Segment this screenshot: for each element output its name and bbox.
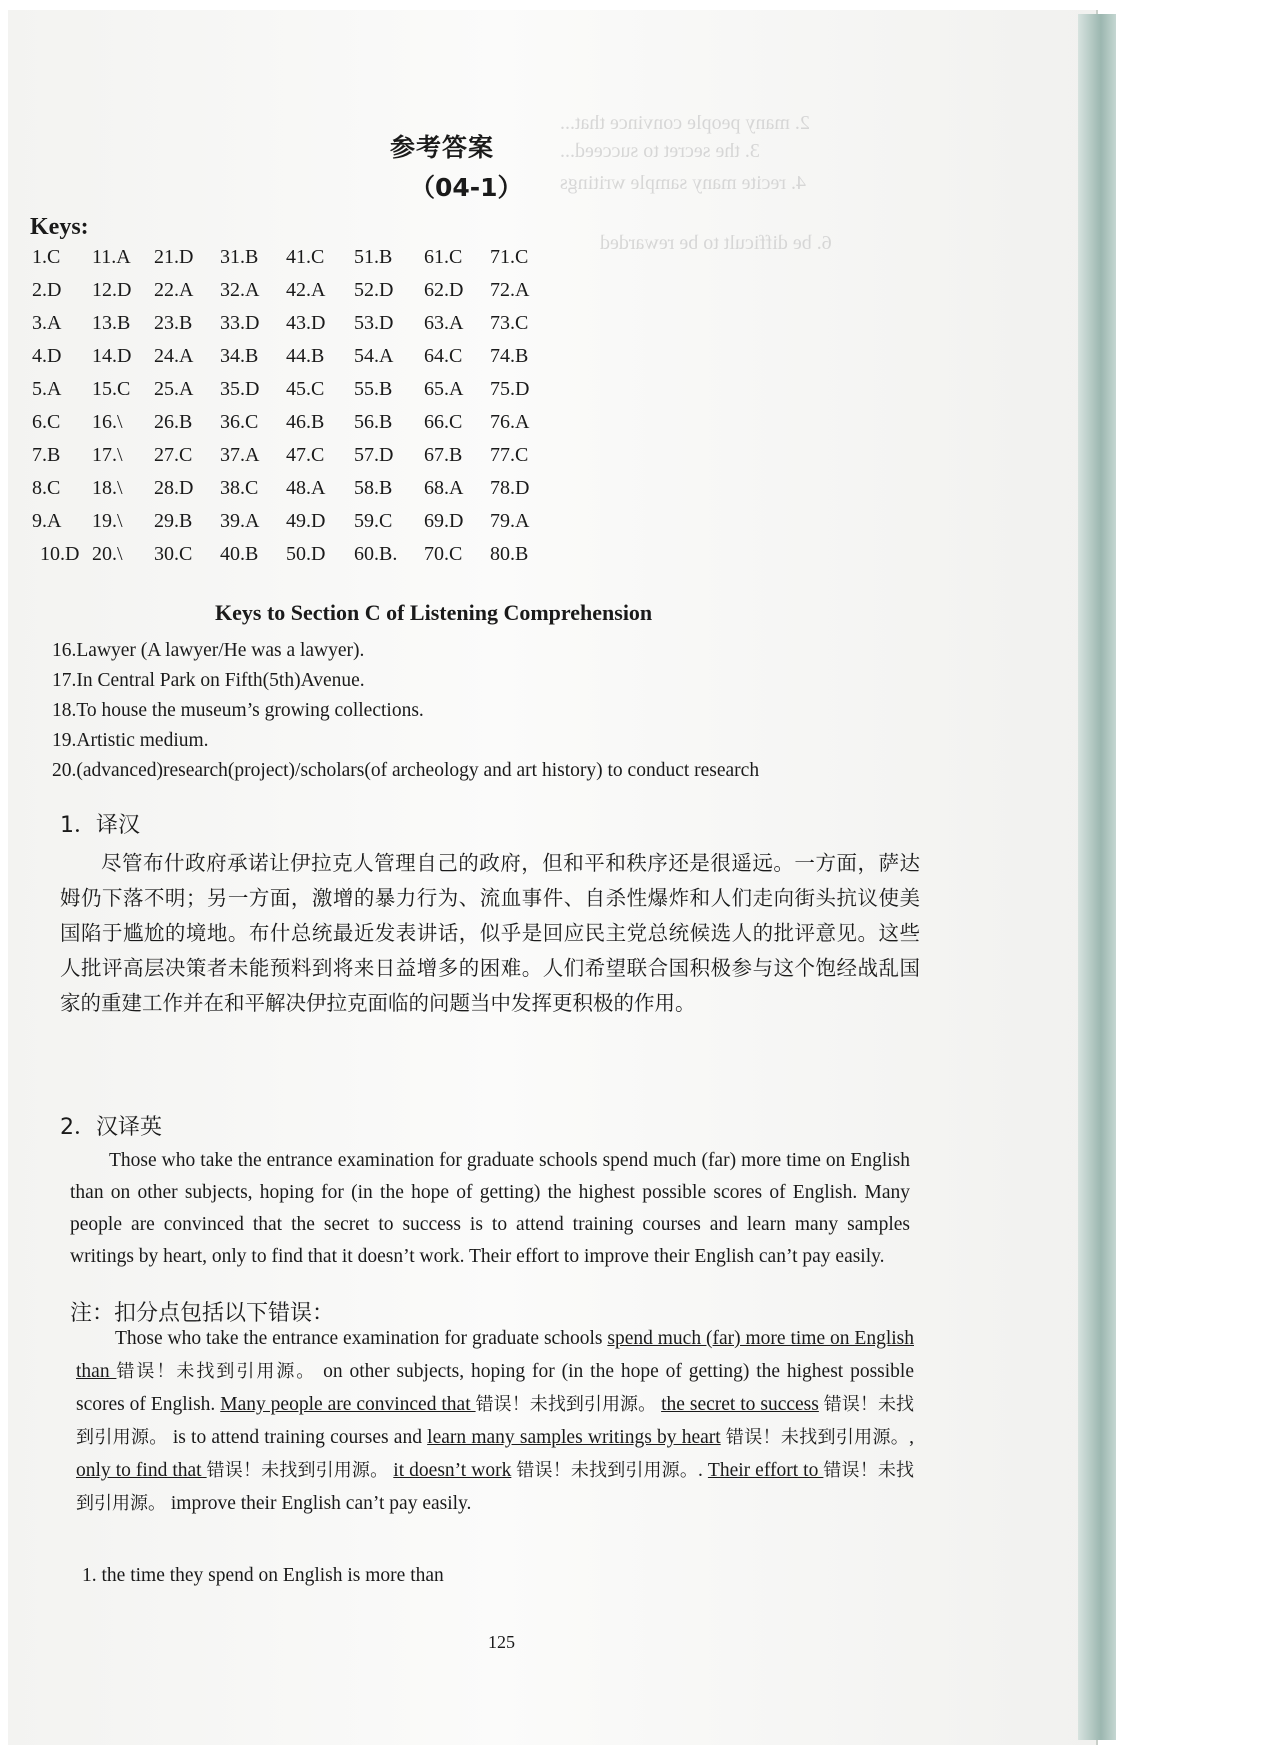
answer-key-cell: 43.D — [286, 312, 326, 334]
answer-key-cell: 41.C — [286, 246, 325, 268]
answer-key-cell: 54.A — [354, 345, 394, 367]
answer-key-cell: 42.A — [286, 279, 326, 301]
answer-key-cell: 75.D — [490, 378, 530, 400]
section-heading-translate-to-english: 2．汉译英 — [60, 1115, 162, 1140]
annotated-paragraph — [76, 1322, 914, 1520]
answer-key-cell: 67.B — [424, 444, 463, 466]
answer-key-cell: 31.B — [220, 246, 259, 268]
note-text: , — [909, 1427, 915, 1448]
bleed-through: 6. be difficult to be rewarded — [600, 232, 832, 254]
answer-key-cell: 45.C — [286, 378, 325, 400]
error-marker: 错误！未找到引用源。 — [725, 1427, 910, 1448]
answer-key-cell: 37.A — [220, 444, 260, 466]
answer-key-cell: 61.C — [424, 246, 463, 268]
answer-key-cell: 12.D — [92, 279, 132, 301]
answer-key-cell: 74.B — [490, 345, 529, 367]
answer-key-cell: 15.C — [92, 378, 131, 400]
error-marker: 错误！未找到引用源。 — [206, 1460, 389, 1481]
answer-key-cell: 26.B — [154, 411, 193, 433]
page-subtitle: （04-1） — [410, 173, 523, 202]
section-c-answer: 18.To house the museum’s growing collections. — [52, 700, 424, 721]
underlined-phrase: the secret to success — [661, 1394, 819, 1415]
section-c-answer: 20.(advanced)research(project)/scholars(of archeology and art history) to conduct research — [52, 760, 760, 781]
english-translation-paragraph: Those who take the entrance examination for graduate schools spend much (far) more time on English than on other subjects, hoping for (in the hope of getting) the highest possible scores of English. Many people are convinced that the secret to success is to attend training courses and learn many samples writings by heart, only to find that it doesn’t work. Their effort to improve their English can’t pay easily. — [70, 1150, 910, 1267]
answer-key-cell: 17.\ — [92, 444, 123, 466]
answer-key-cell: 70.C — [424, 543, 463, 565]
underlined-phrase: only to find that — [76, 1460, 207, 1481]
answer-key-cell: 60.B. — [354, 543, 398, 565]
answer-key-cell: 73.C — [490, 312, 529, 334]
note-text: improve their English can’t pay easily. — [166, 1493, 472, 1514]
answer-key-cell: 52.D — [354, 279, 394, 301]
keys-label: Keys: — [30, 214, 89, 240]
answer-key-cell: 11.A — [92, 246, 131, 268]
error-marker: 错误！未找到引用源。 — [76, 1460, 915, 1514]
answer-key-cell: 28.D — [154, 477, 194, 499]
answer-key-cell: 10.D — [40, 543, 80, 565]
answer-key-cell: 57.D — [354, 444, 394, 466]
error-marker: 错误！未找到引用源。 — [516, 1460, 698, 1481]
section-heading-translate-to-chinese: 1．译汉 — [60, 813, 140, 838]
answer-key-cell: 16.\ — [92, 411, 123, 433]
answer-key-cell: 65.A — [424, 378, 464, 400]
answer-key-cell: 35.D — [220, 378, 260, 400]
page-title: 参考答案 — [390, 133, 495, 162]
page-edge — [1078, 14, 1116, 1740]
list-item: 1. the time they spend on English is more than — [82, 1565, 444, 1586]
underlined-phrase: Many people are convinced that — [220, 1394, 476, 1415]
answer-key-cell: 39.A — [220, 510, 260, 532]
note-text: Those who take the entrance examination for graduate schools — [115, 1328, 608, 1349]
answer-key-cell: 53.D — [354, 312, 394, 334]
answer-key-cell: 22.A — [154, 279, 194, 301]
answer-key-cell: 33.D — [220, 312, 260, 334]
answer-key-cell: 9.A — [32, 510, 62, 532]
answer-key-cell: 30.C — [154, 543, 193, 565]
note-text: is to attend training courses and — [167, 1427, 428, 1448]
bleed-through: 4. recite many sample writings — [560, 172, 807, 194]
answer-key-cell: 56.B — [354, 411, 393, 433]
answer-key-cell: 68.A — [424, 477, 464, 499]
answer-key-cell: 38.C — [220, 477, 259, 499]
answer-key-cell: 5.A — [32, 378, 62, 400]
answer-key-cell: 58.B — [354, 477, 393, 499]
answer-key-cell: 77.C — [490, 444, 529, 466]
answer-key-cell: 36.C — [220, 411, 259, 433]
answer-key-cell: 78.D — [490, 477, 530, 499]
chinese-translation-paragraph: 尽管布什政府承诺让伊拉克人管理自己的政府，但和平和秩序还是很遥远。一方面，萨达姆仍下落不明；另一方面，激增的暴力行为、流血事件、自杀性爆炸和人们走向街头抗议使美国陷于尴尬的境地。布什总统最近发表讲话，似乎是回应民主党总统候选人的批评意见。这些人批评高层决策者未能预料到将来日益增多的困难。人们希望联合国积极参与这个饱经战乱国家的重建工作并在和平解决伊拉克面临的问题当中发挥更积极的作用。 — [60, 851, 920, 1015]
error-marker: 错误！未找到引用源。 — [475, 1394, 657, 1415]
answer-key-cell: 55.B — [354, 378, 393, 400]
section-c-title: Keys to Section C of Listening Comprehension — [215, 600, 653, 625]
answer-key-cell: 44.B — [286, 345, 325, 367]
answer-key-cell: 24.A — [154, 345, 194, 367]
note-text: on other subjects, hoping for (in the hope of getting) the highest possible scores of English. — [76, 1361, 915, 1415]
answer-key-cell: 50.D — [286, 543, 326, 565]
error-marker: 错误！未找到引用源。 — [116, 1361, 317, 1382]
answer-key-cell: 40.B — [220, 543, 259, 565]
answer-key-cell: 32.A — [220, 279, 260, 301]
answer-key-cell: 66.C — [424, 411, 463, 433]
answer-key-cell: 76.A — [490, 411, 530, 433]
section-c-answer: 17.In Central Park on Fifth(5th)Avenue. — [52, 670, 365, 691]
answer-key-cell: 25.A — [154, 378, 194, 400]
error-marker: 错误！未找到引用源。 — [76, 1394, 915, 1448]
answer-key-cell: 46.B — [286, 411, 325, 433]
note-text: . — [698, 1460, 708, 1481]
answer-key-cell: 6.C — [32, 411, 61, 433]
answer-key-cell: 47.C — [286, 444, 325, 466]
underlined-phrase: spend much (far) more time on English than — [76, 1328, 914, 1382]
answer-key-cell: 18.\ — [92, 477, 123, 499]
section-c-answer: 19.Artistic medium. — [52, 730, 209, 751]
bleed-through: 3. the secret to succeed... — [560, 140, 760, 162]
answer-key-cell: 20.\ — [92, 543, 123, 565]
answer-key-cell: 19.\ — [92, 510, 123, 532]
answer-key-cell: 29.B — [154, 510, 193, 532]
answer-key-cell: 8.C — [32, 477, 61, 499]
answer-key-cell: 72.A — [490, 279, 530, 301]
note-label: 注：扣分点包括以下错误： — [70, 1301, 335, 1326]
answer-key-cell: 4.D — [32, 345, 62, 367]
answer-key-cell: 51.B — [354, 246, 393, 268]
answer-key-cell: 59.C — [354, 510, 393, 532]
answer-key-cell: 3.A — [32, 312, 62, 334]
answer-key-cell: 79.A — [490, 510, 530, 532]
answer-key-cell: 1.C — [32, 246, 61, 268]
answer-key-cell: 34.B — [220, 345, 259, 367]
answer-key-cell: 27.C — [154, 444, 193, 466]
answer-key-cell: 2.D — [32, 279, 62, 301]
answer-key-cell: 69.D — [424, 510, 464, 532]
answer-key-cell: 64.C — [424, 345, 463, 367]
answer-key-cell: 62.D — [424, 279, 464, 301]
answer-key-cell: 80.B — [490, 543, 529, 565]
answer-key-cell: 21.D — [154, 246, 194, 268]
answer-key-cell: 7.B — [32, 444, 61, 466]
underlined-phrase: learn many samples writings by heart — [427, 1427, 721, 1448]
answer-key-cell: 49.D — [286, 510, 326, 532]
bleed-through: 2. many people convince that... — [560, 112, 810, 134]
answer-key-cell: 71.C — [490, 246, 529, 268]
answer-key-cell: 23.B — [154, 312, 193, 334]
answer-key-cell: 48.A — [286, 477, 326, 499]
answer-key-cell: 63.A — [424, 312, 464, 334]
underlined-phrase: it doesn’t work — [393, 1460, 512, 1481]
answer-key-cell: 13.B — [92, 312, 131, 334]
section-c-answer: 16.Lawyer (A lawyer/He was a lawyer). — [52, 640, 365, 661]
page-number: 125 — [488, 1632, 515, 1652]
underlined-phrase: Their effort to — [707, 1460, 824, 1481]
answer-key-cell: 14.D — [92, 345, 132, 367]
